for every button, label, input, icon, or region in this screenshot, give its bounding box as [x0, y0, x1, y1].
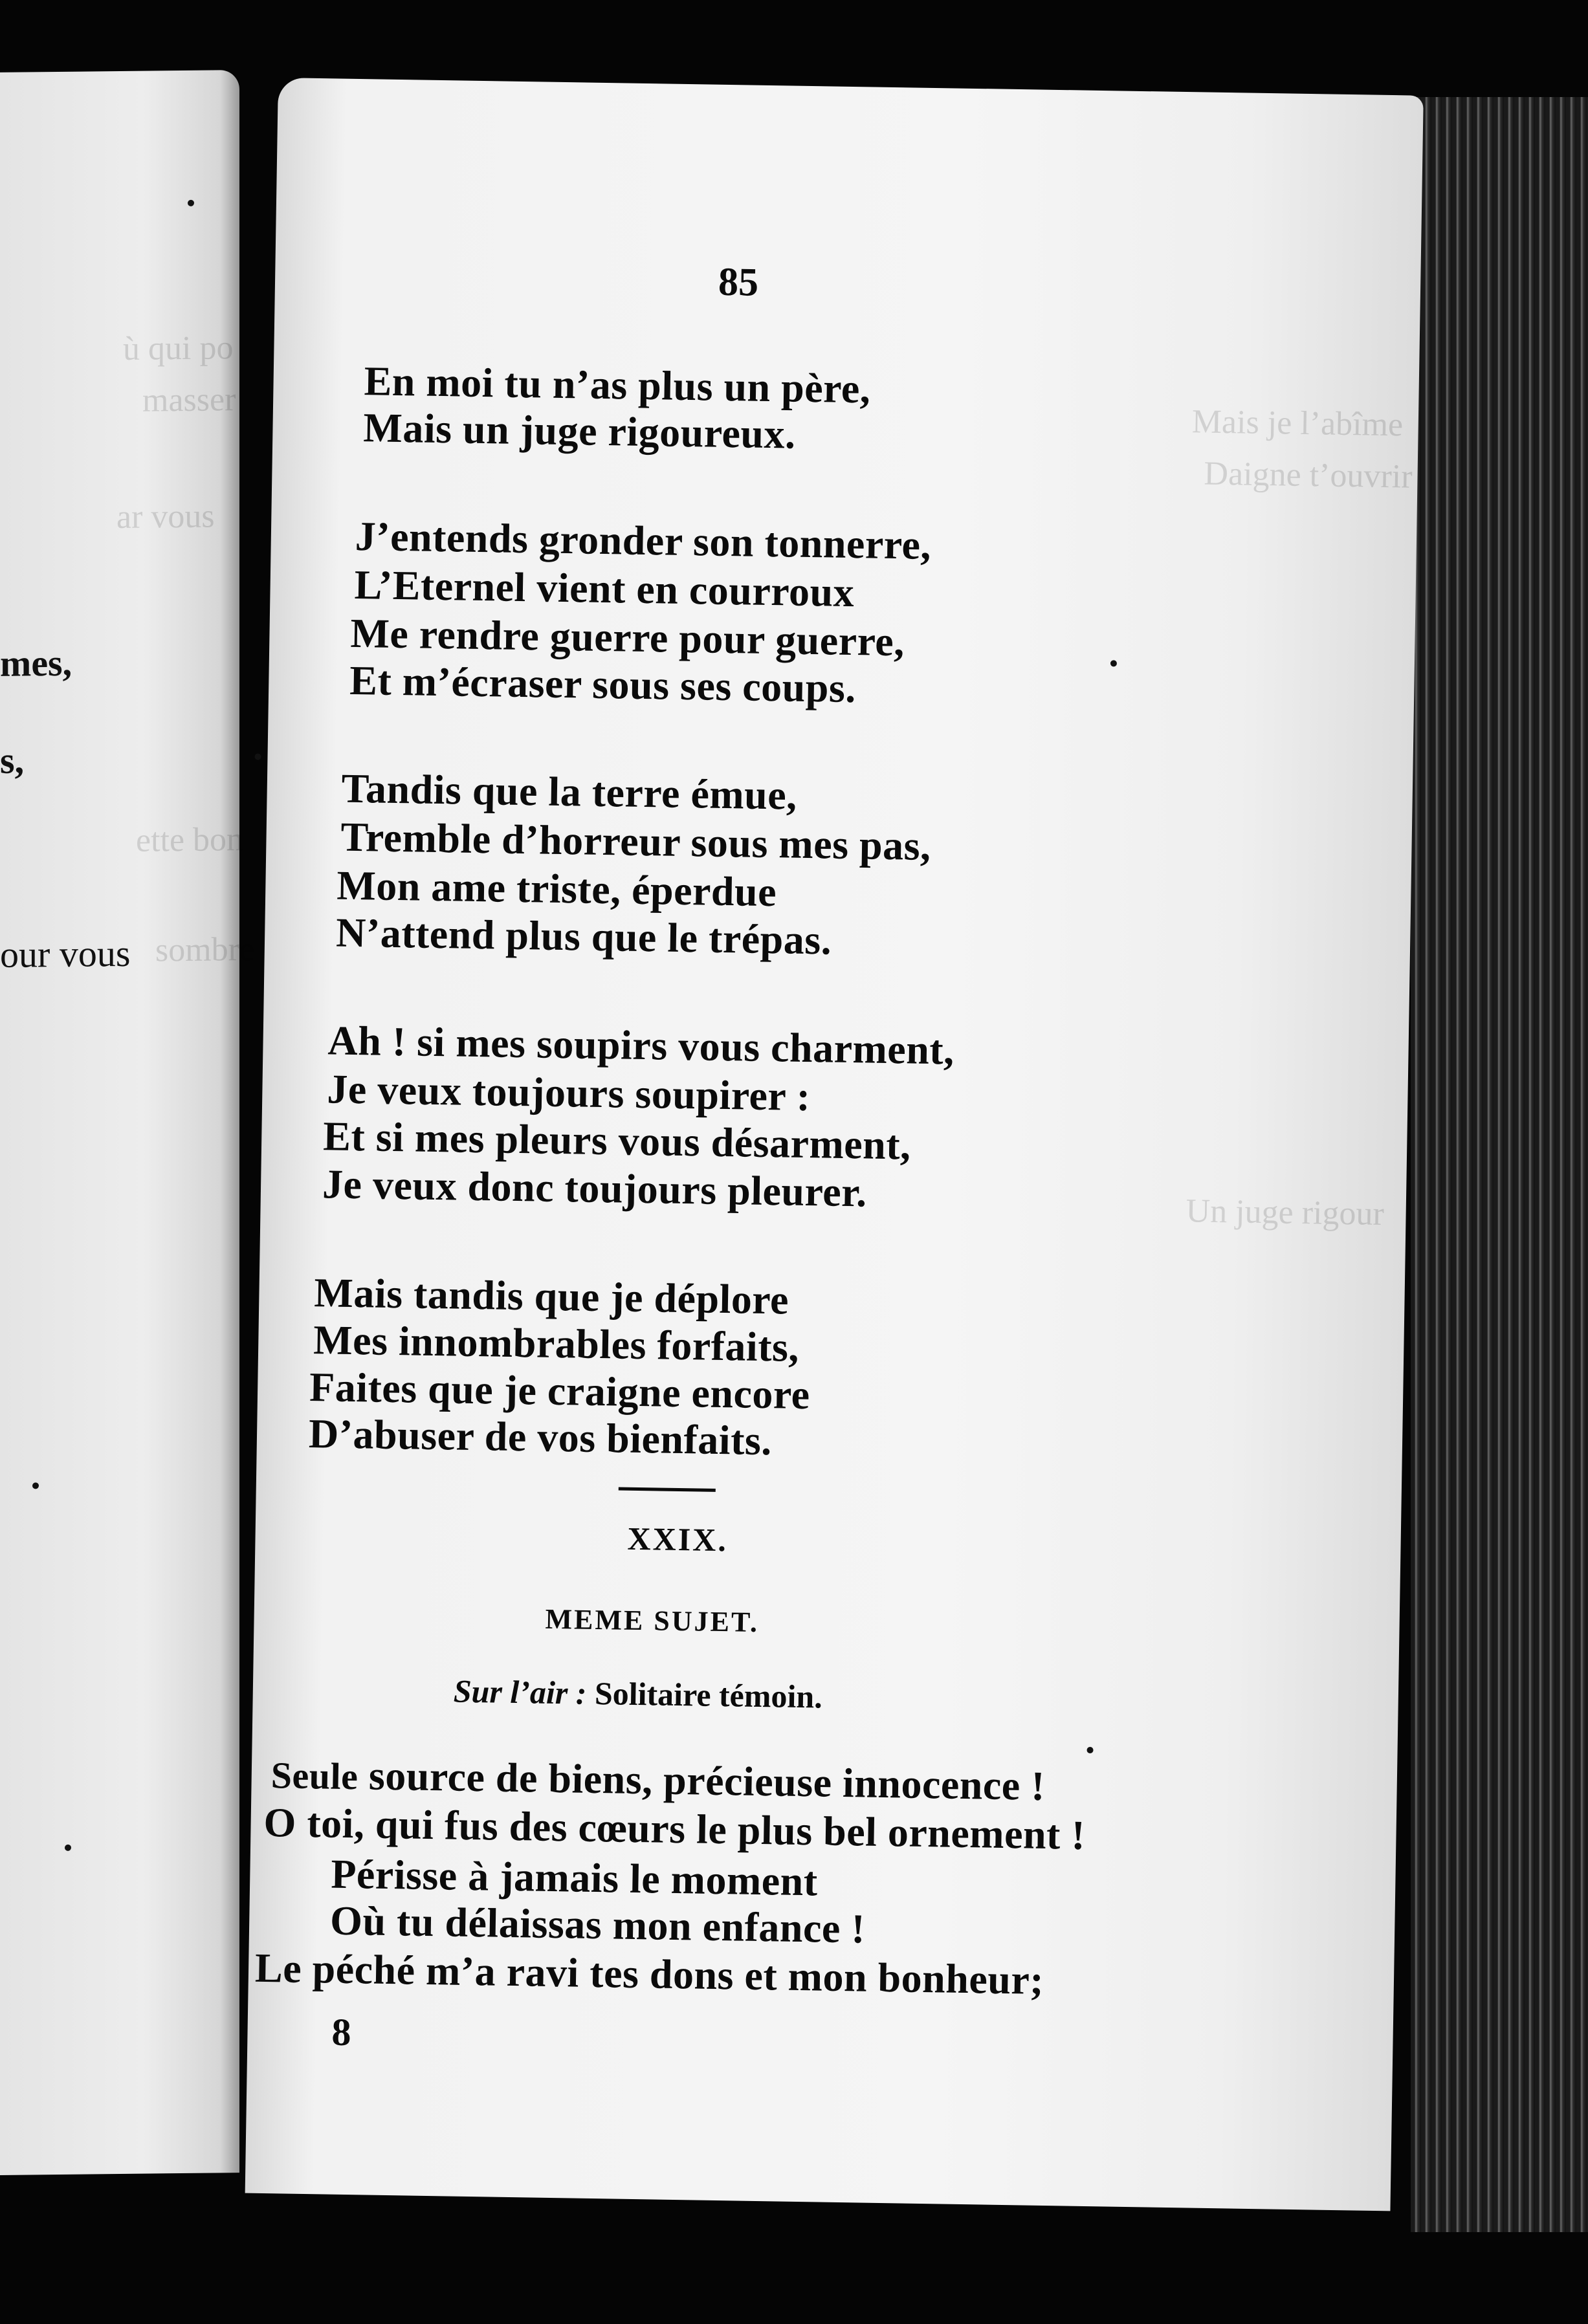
- air-prefix: Sur l’air :: [453, 1672, 587, 1711]
- verse-line: Je veux donc toujours pleurer.: [322, 1161, 868, 1216]
- verse-line: Périsse à jamais le moment: [330, 1850, 819, 1905]
- section-number: XXIX.: [627, 1520, 729, 1559]
- bleed-through-text: sombre: [155, 930, 255, 969]
- left-page-fragment: s,: [0, 739, 25, 782]
- verse-line: Ah ! si mes soupirs vous charment,: [327, 1017, 955, 1073]
- verse-line: Le péché m’a ravi tes dons et mon bonheur;: [254, 1944, 1044, 2003]
- ink-speck: [32, 1482, 39, 1489]
- bleed-through-text: Daigne t’ouvrir: [1204, 455, 1413, 496]
- verse-line: Tremble d’horreur sous mes pas,: [340, 813, 932, 869]
- book-page: [245, 78, 1424, 2211]
- verse-line: Mes innombrables forfaits,: [313, 1317, 800, 1370]
- bleed-through-text: ar vous: [116, 498, 215, 536]
- verse-line-text: source de biens, précieuse innocence !: [368, 1752, 1046, 1809]
- section-rule: [619, 1487, 716, 1492]
- ink-speck: [1086, 1747, 1093, 1753]
- verse-line: Mais tandis que je déplore: [313, 1269, 789, 1323]
- ink-speck: [65, 1845, 71, 1851]
- page-text: [245, 78, 1424, 2211]
- verse-line: Tandis que la terre émue,: [341, 765, 798, 818]
- verse-line: L’Eternel vient en courroux: [354, 561, 855, 616]
- bleed-through-text: Un juge rigour: [1185, 1192, 1385, 1233]
- verse-line: En moi tu n’as plus un père,: [364, 358, 871, 412]
- ink-speck: [188, 200, 194, 206]
- verse-line: J’entends gronder son tonnerre,: [355, 512, 932, 568]
- verse-line: D’abuser de vos bienfaits.: [308, 1410, 773, 1464]
- section-title: MEME SUJET.: [545, 1603, 760, 1638]
- verse-line: Mais un juge rigoureux.: [362, 404, 797, 457]
- left-page: [0, 70, 255, 2175]
- verse-line: O toi, qui fus des cœurs le plus bel ornement !: [263, 1799, 1086, 1858]
- ink-speck: [1110, 660, 1117, 666]
- ink-speck: [254, 754, 261, 760]
- book-page-edges: [1411, 97, 1588, 2232]
- air-line: [453, 1672, 822, 1716]
- air-name: Solitaire témoin.: [594, 1674, 823, 1715]
- left-page-fragment: our vous: [0, 932, 131, 976]
- bleed-through-text: Mais je l’abîme: [1191, 403, 1404, 444]
- verse-line: Et m’écraser sous ses coups.: [349, 657, 857, 712]
- bleed-through-text: ette bon: [136, 820, 244, 859]
- verse-line: Mon ame triste, éperdue: [336, 862, 777, 915]
- left-page-fragment: mes,: [0, 641, 72, 685]
- page-number: 85: [718, 259, 759, 305]
- bleed-through-text: ù qui po: [123, 329, 234, 367]
- drop-word: Seule: [270, 1754, 358, 1798]
- verse-line: Faites que je craigne encore: [309, 1364, 811, 1418]
- verse-line: Et si mes pleurs vous désarment,: [322, 1113, 912, 1168]
- verse-line: N’attend plus que le trépas.: [335, 909, 832, 963]
- verse-line: Où tu délaissas mon enfance !: [329, 1897, 866, 1952]
- bleed-through-text: masser: [142, 381, 236, 419]
- verse-line: Je veux toujours soupirer :: [326, 1066, 811, 1120]
- verse-line: Me rendre guerre pour guerre,: [349, 609, 905, 665]
- signature-mark: 8: [331, 2010, 352, 2054]
